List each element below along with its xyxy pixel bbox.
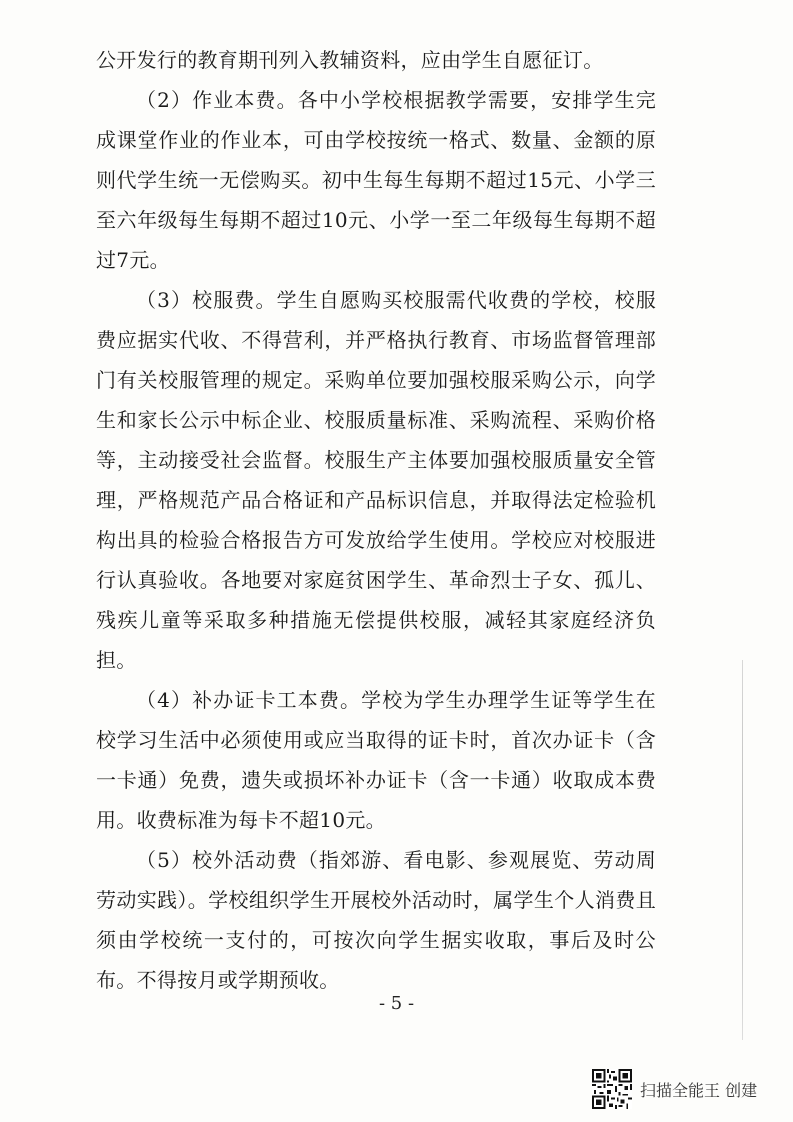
scanner-watermark [592,1067,757,1111]
page-number: - 5 - [378,993,415,1014]
paragraph-uniform-fee: （3）校服费。学生自愿购买校服需代收费的学校，校服费应据实代收、不得营利，并严格执行教育、市场监督管理部门有关校服管理的规定。采购单位要加强校服采购公示，向学生和家长公示中标企业、校服质量标准、采购流程、采购价格等，主动接受社会监督。校服生产主体要加强校服质量安全管理，严格规范产品合格证和产品标识信息，并取得法定检验机构出具的检验合格报告方可发放给学生使用。学校应对校服进行认真验收。各地要对家庭贫困学生、革命烈士子女、孤儿、残疾儿童等采取多种措施无偿提供校服，减轻其家庭经济负担。 [96,288,656,672]
paragraph-card-fee: （4）补办证卡工本费。学校为学生办理学生证等学生在校学习生活中必须使用或应当取得的证卡时，首次办证卡（含一卡通）免费，遗失或损坏补办证卡（含一卡通）收取成本费用。收费标准为每卡不超10元。 [96,688,656,832]
paragraph-homework-fee: （2）作业本费。各中小学校根据教学需要，安排学生完成课堂作业的作业本，可由学校按统一格式、数量、金额的原则代学生统一无偿购买。初中生每生每期不超过15元、小学三至六年级每生每期不超过10元、小学一至二年级每生每期不超过7元。 [96,88,656,272]
qr-code-icon [592,1069,632,1109]
scan-artifact-line [742,660,743,1040]
paragraph-continuation: 公开发行的教育期刊列入教辅资料，应由学生自愿征订。 [96,48,604,72]
watermark-text: 扫描全能王 创建 [640,1080,758,1100]
document-body [96,40,656,1000]
paragraph-activity-fee: （5）校外活动费（指郊游、看电影、参观展览、劳动周劳动实践）。学校组织学生开展校外活动时，属学生个人消费且须由学校统一支付的，可按次向学生据实收取，事后及时公布。不得按月或学期预收。 [96,848,656,992]
